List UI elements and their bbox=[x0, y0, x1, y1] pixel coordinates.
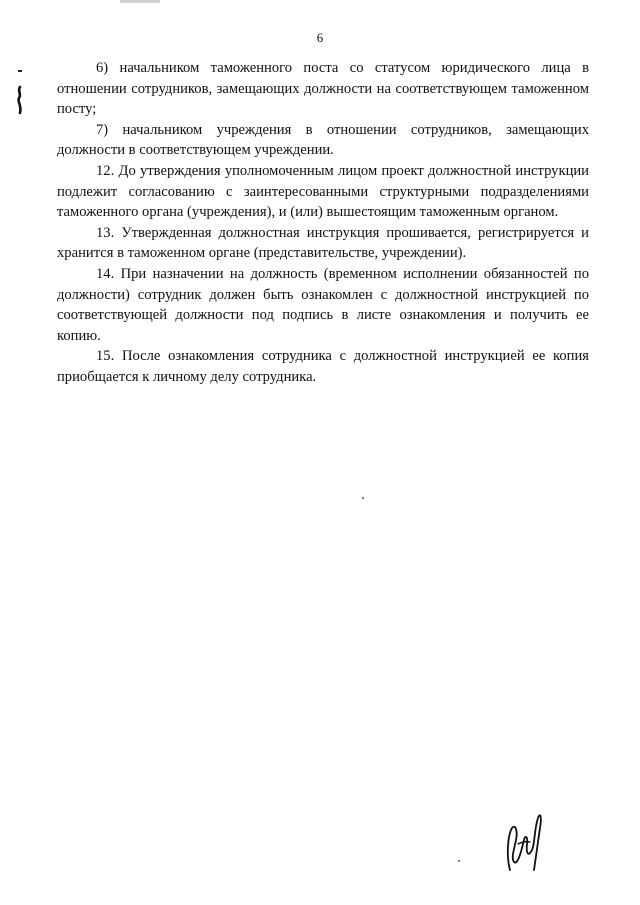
margin-mark-dot bbox=[18, 70, 22, 72]
page-number: 6 bbox=[316, 30, 324, 45]
paragraph-13: 13. Утвержденная должностная инструкция прошивается, регистрируется и хранится в таможенном органе (представительстве, учреждении). bbox=[57, 224, 589, 262]
top-edge-smudge bbox=[120, 0, 160, 3]
paragraph-15: 15. После ознакомления сотрудника с должностной инструкцией ее копия приобщается к личному делу сотрудника. bbox=[57, 348, 589, 385]
paragraph-item-7: 7) начальником учреждения в отношении сотрудников, замещающих должности в соответствующем учреждении. bbox=[57, 121, 589, 159]
paragraph-14: 14. При назначении на должность (временном исполнении обязанностей по должности) сотрудник должен быть ознакомлен с должностной инструкцией по соответствующей должности под подпись в листе ознакомления и получить ее копию. bbox=[57, 265, 589, 344]
scan-speck bbox=[458, 860, 460, 862]
document-body bbox=[57, 58, 589, 388]
handwritten-signature bbox=[498, 800, 548, 880]
paragraph-12: 12. До утверждения уполномоченным лицом проект должностной инструкции подлежит согласованию с заинтересованными структурными подразделениями таможенного органа (учреждения), и (или) вышестоящим таможенным органом. bbox=[57, 162, 589, 221]
margin-binding-mark bbox=[14, 85, 26, 115]
paragraph-item-6: 6) начальником таможенного поста со статусом юридического лица в отношении сотрудников, замещающих должности на соответствующем таможенном посту; bbox=[57, 60, 589, 118]
scan-speck bbox=[362, 497, 364, 499]
